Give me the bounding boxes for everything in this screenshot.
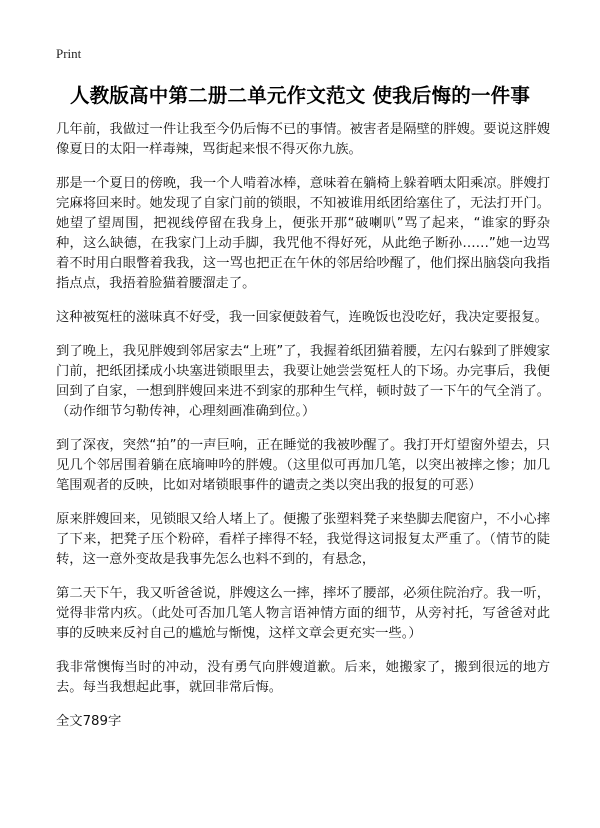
article-paragraph-6: 原来胖嫂回来，见锁眼又给人堵上了。便搬了张塑料凳子来垫脚去爬窗户，不小心摔了下来，把凳子压个粉碎，看样子摔得不轻，我觉得这词报复太严重了。（情节的陡转，这一意外变故是我事先怎么也料不到的，有悬念， xyxy=(56,512,550,567)
page-title: 人教版高中第二册二单元作文范文 使我后悔的一件事 xyxy=(69,84,531,107)
word-count: 全文789字 xyxy=(56,714,122,729)
article-body xyxy=(56,120,550,732)
article-paragraph-4: 到了晚上，我见胖嫂到邻居家去“上班”了，我握着纸团猫着腰，左闪右躲到了胖嫂家门前，把纸团揉成小块塞进锁眼里去，我要让她尝尝冤枉人的下场。办完事后，我便回到了自家，一想到胖嫂回来进不到家的那种生气样，顿时鼓了一下午的气全消了。（动作细节匀勒传神，心理刻画准确到位。） xyxy=(56,344,550,419)
article-paragraph-2: 那是一个夏日的傍晚，我一个人啃着冰棒，意味着在躺椅上躲着晒太阳乘凉。胖嫂打完麻将回来时。她发现了自家门前的锁眼，不知被谁用纸团给塞住了，无法打开门。她望了望周围，把视线停留在我身上，便张开那“破喇叭”骂了起来，“谁家的野杂种，这么缺德，在我家门上动手脚，我咒他不得好死，从此绝子断孙……”她一边骂着不时用白眼瞥着我我，这一骂也把正在午休的邻居给吵醒了，他们探出脑袋向我指指点点，我捂着脸猫着腰溜走了。 xyxy=(56,176,550,291)
article-paragraph-7: 第二天下午，我又听爸爸说，胖嫂这么一摔，摔坏了腰部，必须住院治疗。我一听，觉得非常内疚。（此处可否加几笔人物言语神情方面的细节，从旁衬托，写爸爸对此事的反映来反衬自己的尴尬与惭愧，这样文章会更充实一些。） xyxy=(56,586,550,641)
article-paragraph-5: 到了深夜，突然“拍”的一声巨响，正在睡觉的我被吵醒了。我打开灯望窗外望去，只见几个邻居围着躺在底墒呻吟的胖嫂。（这里似可再加几笔，以突出被摔之惨；加几笔围观者的反映，比如对堵锁眼事件的谴责之类以突出我的报复的可恶） xyxy=(56,438,550,493)
article-paragraph-8: 我非常懊悔当时的冲动，没有勇气向胖嫂道歉。后来，她搬家了，搬到很远的地方去。每当我想起此事，就回非常后悔。 xyxy=(56,660,550,695)
article-paragraph-3: 这种被冤枉的滋味真不好受，我一回家便鼓着气，连晚饭也没吃好，我决定要报复。 xyxy=(56,310,548,325)
article-paragraph-1: 几年前，我做过一件让我至今仍后悔不已的事情。被害者是隔壁的胖嫂。要说这胖嫂像夏日的太阳一样毒辣，骂街起来恨不得灭你九族。 xyxy=(56,122,550,157)
print-link[interactable]: Print xyxy=(56,46,82,61)
